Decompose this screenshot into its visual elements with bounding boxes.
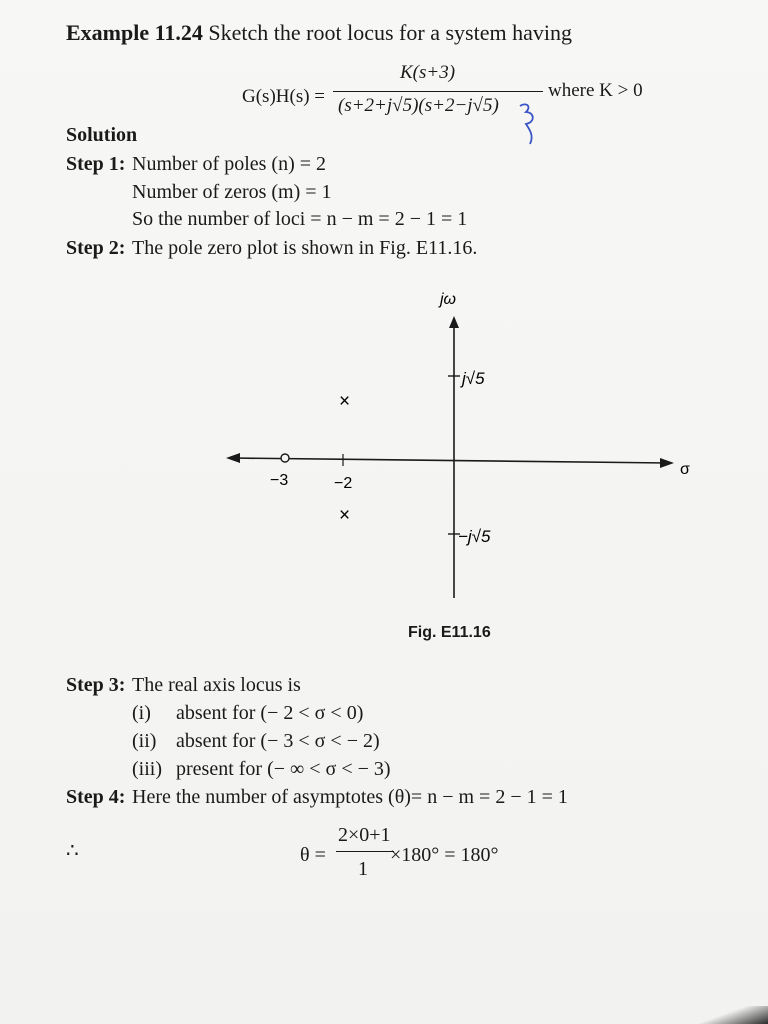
equation-condition: where K > 0 bbox=[548, 80, 643, 101]
step2-text: The pole zero plot is shown in Fig. E11.16. bbox=[132, 237, 478, 259]
real-axis-label: σ bbox=[680, 461, 690, 478]
step3-item-num: (ii) bbox=[132, 730, 157, 752]
example-heading bbox=[66, 20, 572, 46]
figure-caption: Fig. E11.16 bbox=[408, 624, 491, 641]
real-axis-left-arrow bbox=[226, 453, 240, 463]
handwritten-note bbox=[508, 100, 558, 150]
step2-label: Step 2: bbox=[66, 237, 126, 259]
step1-line: Number of poles (n) = 2 bbox=[132, 153, 327, 175]
step4-label: Step 4: bbox=[66, 786, 126, 808]
step3-item-text: absent for (− 2 < σ < 0) bbox=[176, 702, 364, 724]
pole-marker-upper: × bbox=[339, 391, 351, 412]
example-text: Sketch the root locus for a system having bbox=[208, 20, 572, 45]
zero-marker bbox=[281, 454, 289, 462]
example-label: Example 11.24 bbox=[66, 20, 203, 45]
theta-fraction-bar bbox=[336, 851, 394, 852]
imag-axis-arrow bbox=[449, 316, 459, 328]
imag-axis-label: jω bbox=[440, 291, 457, 308]
theta-denominator: 1 bbox=[358, 858, 368, 880]
solution-heading: Solution bbox=[66, 124, 138, 146]
step4-text: Here the number of asymptotes (θ)= n − m = 2 − 1 = 1 bbox=[132, 786, 568, 808]
step1-line: Number of zeros (m) = 1 bbox=[132, 181, 332, 203]
theta-rhs: ×180° = 180° bbox=[390, 844, 499, 866]
step3-item-num: (iii) bbox=[132, 758, 162, 780]
theta-lhs: θ = bbox=[300, 844, 326, 866]
label-neg-imag: −j√5 bbox=[458, 527, 491, 546]
page-edge-shadow bbox=[698, 1006, 768, 1024]
real-axis-right-arrow bbox=[660, 458, 674, 468]
label-pos-imag: j√5 bbox=[462, 369, 485, 388]
equation-denominator: (s+2+j√5)(s+2−j√5) bbox=[338, 95, 499, 116]
label-minus2: −2 bbox=[334, 475, 353, 492]
step3-item-num: (i) bbox=[132, 702, 151, 724]
equation-lhs: G(s)H(s) = bbox=[242, 86, 326, 107]
step3-item-text: present for (− ∞ < σ < − 3) bbox=[176, 758, 391, 780]
step3-label: Step 3: bbox=[66, 674, 126, 696]
step1-label: Step 1: bbox=[66, 153, 126, 175]
svg-text:3: 3 bbox=[548, 120, 549, 121]
pole-marker-lower: × bbox=[339, 505, 351, 526]
equation-fraction-bar bbox=[333, 91, 543, 92]
therefore-symbol: ∴ bbox=[66, 840, 79, 862]
equation-numerator: K(s+3) bbox=[400, 62, 456, 83]
step3-text: The real axis locus is bbox=[132, 674, 301, 696]
label-minus3: −3 bbox=[270, 472, 289, 489]
pole-zero-plot bbox=[0, 280, 768, 630]
theta-numerator: 2×0+1 bbox=[338, 824, 391, 846]
step1-line: So the number of loci = n − m = 2 − 1 = 1 bbox=[132, 208, 468, 230]
real-axis bbox=[232, 458, 668, 463]
step3-item-text: absent for (− 3 < σ < − 2) bbox=[176, 730, 380, 752]
